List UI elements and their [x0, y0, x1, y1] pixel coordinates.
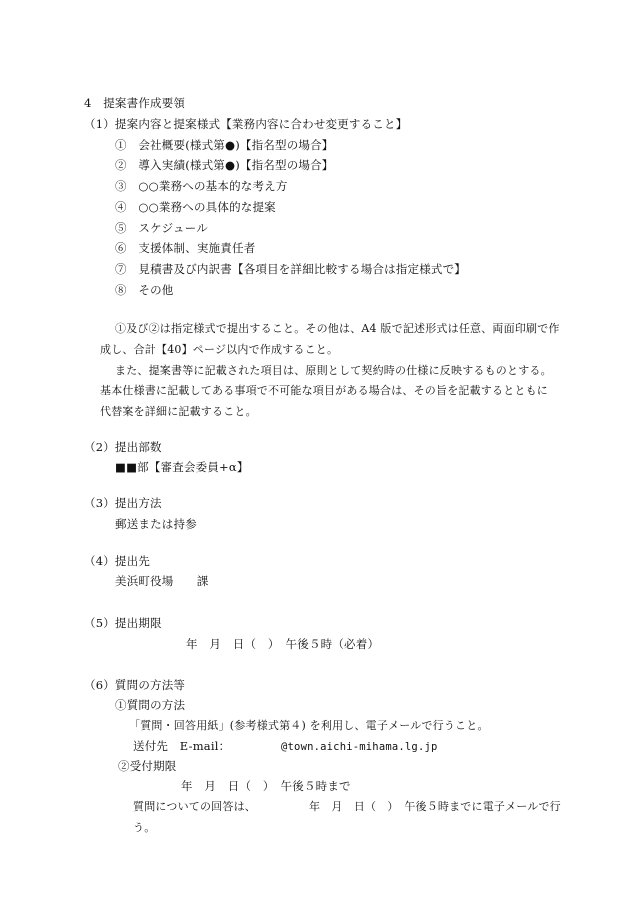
sec1-item-4: ④ ○○業務への具体的な提案	[115, 200, 276, 214]
sec6-sub1-title: ①質問の方法	[115, 698, 186, 712]
sec2-title: （2）提出部数	[84, 440, 162, 454]
sec3-body: 郵送または持参	[115, 517, 197, 531]
answer-date: 年 月 日（ ） 午後５時までに電子メールで行	[309, 800, 561, 813]
sec3-title: （3）提出方法	[84, 496, 162, 510]
sec1-item-7: ⑦ 見積書及び内訳書【各項目を詳細比較する場合は指定様式で】	[115, 262, 466, 276]
sec1-para-line-2: 成し、合計【40】ページ以内で作成すること。	[100, 343, 339, 356]
send-to-label: 送付先 E-mail：	[133, 739, 231, 753]
sec1-para-line-4: 基本仕様書に記載してある事項で不可能な項目がある場合は、その旨を記載するとともに	[100, 384, 548, 397]
sec1-para-line-3: また、提案書等に記載された項目は、原則として契約時の仕様に反映するものとする。	[115, 364, 552, 377]
sec6-deadline: 年 月 日（ ） 午後５時まで	[181, 779, 351, 793]
sec6-title: （6）質問の方法等	[84, 678, 186, 692]
sec6-sub2-title: ②受付期限	[118, 759, 177, 773]
sec1-para-line-5: 代替案を詳細に記載すること。	[100, 405, 257, 418]
sec5-body: 年 月 日（ ） 午後５時（必着）	[186, 637, 380, 651]
sec1-item-2: ② 導入実績(様式第●)【指名型の場合】	[115, 158, 334, 172]
sec4-body: 美浜町役場 課	[115, 574, 209, 588]
sec6-sub1-line: 「質問・回答用紙」(参考様式第４) を利用し、電子メールで行うこと。	[129, 719, 489, 732]
email-address: @town.aichi-mihama.lg.jp	[281, 741, 438, 753]
answer-tail: う。	[133, 821, 156, 834]
sec1-item-6: ⑥ 支援体制、実施責任者	[115, 241, 256, 255]
sec1-item-5: ⑤ スケジュール	[115, 221, 208, 235]
sec1-title: （1）提案内容と提案様式【業務内容に合わせ変更すること】	[84, 117, 408, 131]
sec1-item-1: ① 会社概要(様式第●)【指名型の場合】	[115, 138, 334, 152]
sec2-body: ■■部【審査会委員+α】	[115, 460, 249, 474]
sec1-item-8: ⑧ その他	[115, 283, 174, 297]
sec4-title: （4）提出先	[84, 554, 151, 568]
sec5-title: （5）提出期限	[84, 616, 162, 630]
sec1-item-3: ③ ○○業務への基本的な考え方	[115, 179, 288, 193]
sec1-para-line-1: ①及び②は指定様式で提出すること。その他は、A4 版で記述形式は任意、両面印刷で作	[115, 322, 560, 335]
section-heading: 4 提案書作成要領	[84, 96, 186, 110]
answer-lead: 質問についての回答は、	[133, 800, 256, 813]
